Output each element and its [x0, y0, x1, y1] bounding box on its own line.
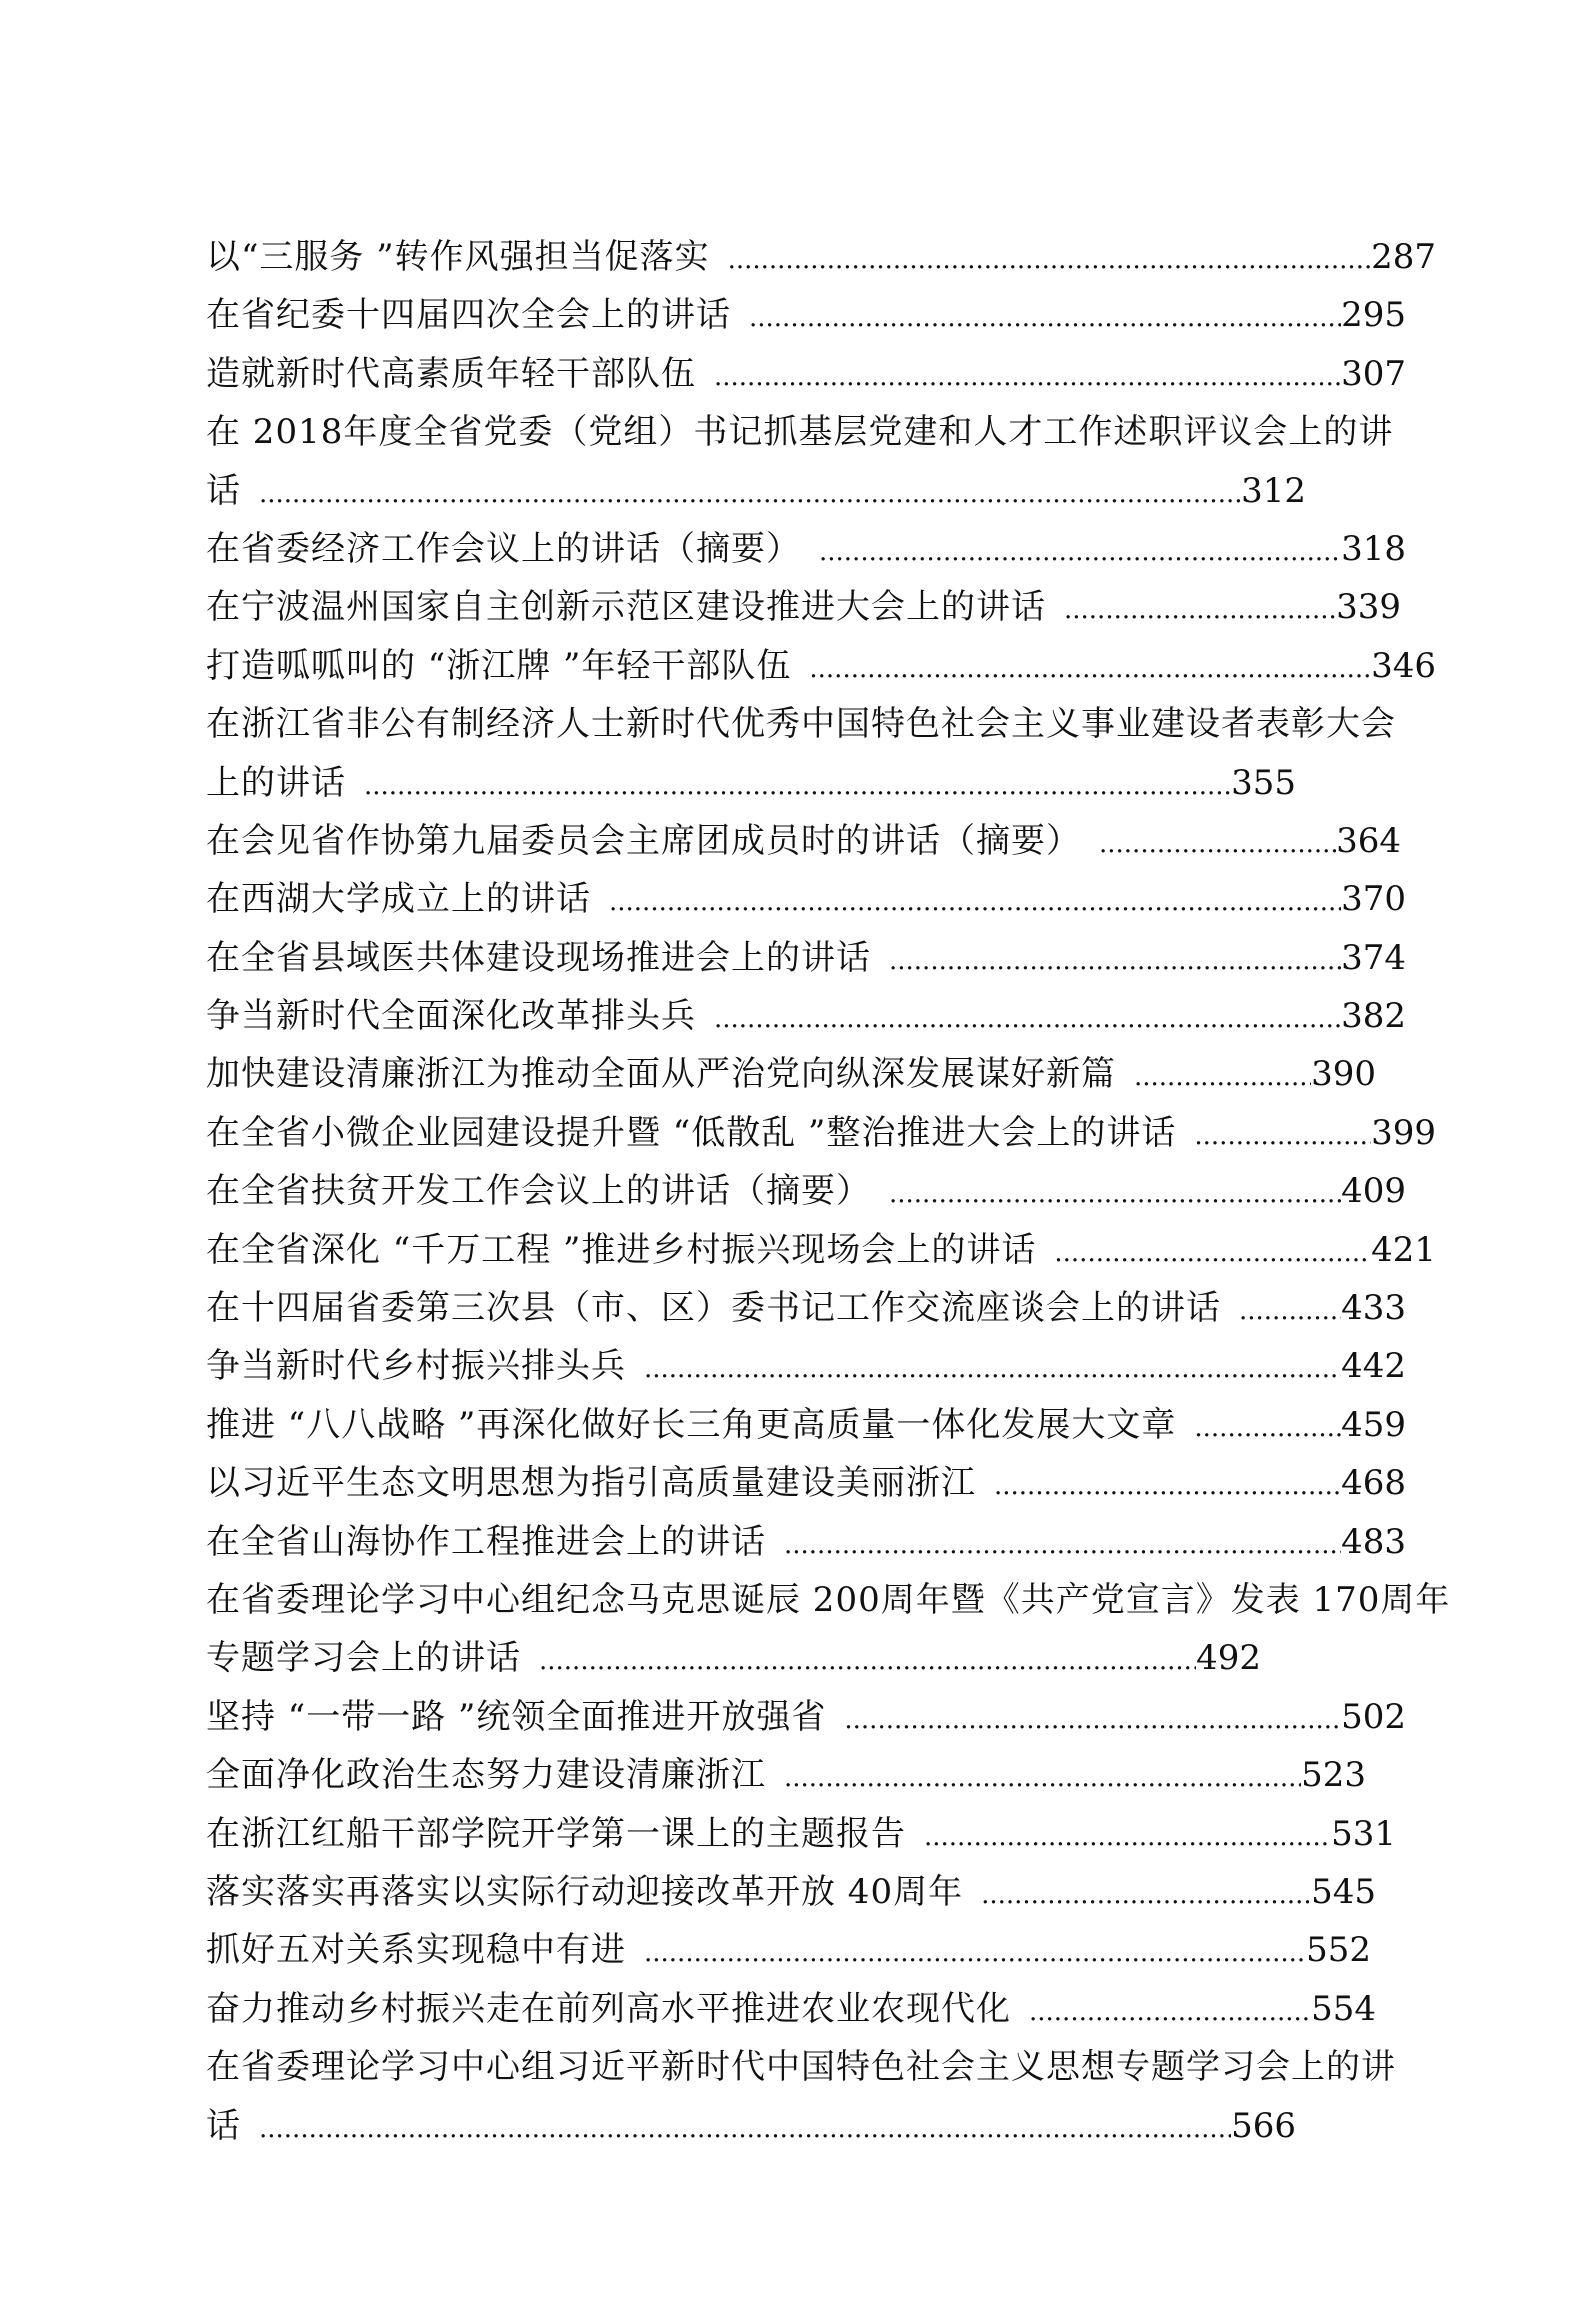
dot-leader — [1064, 581, 1336, 636]
dot-leader — [259, 465, 1241, 520]
dot-leader — [819, 523, 1341, 578]
toc-entry — [206, 403, 1496, 461]
toc-page-number: 318 — [1341, 528, 1406, 569]
dot-leader — [1029, 1983, 1311, 2038]
toc-page-number: 554 — [1311, 1988, 1376, 2029]
toc-entry-title: 全面净化政治生态努力建设清廉浙江 — [206, 1755, 766, 1796]
toc-entry — [206, 2038, 1496, 2096]
toc-page-number: 552 — [1306, 1930, 1371, 1971]
toc-page-number: 382 — [1341, 996, 1406, 1037]
toc-entry-title: 打造呱呱叫的 “浙江牌 ”年轻干部队伍 — [206, 645, 792, 686]
toc-entry — [206, 637, 1436, 695]
toc-entry — [206, 1162, 1406, 1220]
toc-entry-continuation — [206, 2097, 1296, 2155]
toc-entry — [206, 286, 1406, 344]
toc-entry-title: 在 2018年度全省党委（党组）书记抓基层党建和人才工作述职评议会上的讲 — [206, 412, 1394, 453]
toc-entry — [206, 1279, 1406, 1337]
toc-entry-title: 在十四届省委第三次县（市、区）委书记工作交流座谈会上的讲话 — [206, 1288, 1221, 1329]
toc-entry-title: 在省纪委十四届四次全会上的讲话 — [206, 295, 731, 336]
dot-leader — [1099, 815, 1336, 870]
toc-entry — [206, 1221, 1436, 1279]
toc-entry — [206, 1980, 1376, 2038]
toc-entry-title: 在全省山海协作工程推进会上的讲话 — [206, 1521, 766, 1562]
toc-entry — [206, 1513, 1406, 1571]
toc-entry-title: 在省委理论学习中心组纪念马克思诞辰 200周年暨《共产党宣言》发表 170周年 — [206, 1579, 1451, 1620]
toc-entry — [206, 1805, 1396, 1863]
toc-page-number: 483 — [1341, 1521, 1406, 1562]
dot-leader — [644, 1924, 1306, 1979]
toc-page-number: 531 — [1331, 1813, 1396, 1854]
toc-entry — [206, 578, 1401, 636]
toc-entry-title: 在浙江红船干部学院开学第一课上的主题报告 — [206, 1813, 906, 1854]
dot-leader — [844, 1691, 1341, 1746]
dot-leader — [1194, 1399, 1341, 1454]
dot-leader — [749, 289, 1341, 344]
toc-page-number: 468 — [1341, 1463, 1406, 1504]
toc-entry-title: 在宁波温州国家自主创新示范区建设推进大会上的讲话 — [206, 587, 1046, 628]
toc-page-number: 370 — [1341, 879, 1406, 920]
toc-entry-title: 在全省县域医共体建设现场推进会上的讲话 — [206, 937, 871, 978]
toc-page-number: 346 — [1371, 645, 1436, 686]
toc-entry-title: 话 — [206, 470, 241, 511]
dot-leader — [981, 1866, 1311, 1921]
toc-entry-title: 以习近平生态文明思想为指引高质量建设美丽浙江 — [206, 1463, 976, 1504]
toc-entry — [206, 520, 1406, 578]
dot-leader — [784, 1516, 1341, 1571]
toc-entry-title: 造就新时代高素质年轻干部队伍 — [206, 353, 696, 394]
toc-entry-title: 争当新时代乡村振兴排头兵 — [206, 1346, 626, 1387]
toc-entry — [206, 1337, 1406, 1395]
toc-entry — [206, 1396, 1406, 1454]
dot-leader — [784, 1749, 1301, 1804]
toc-page-number: 421 — [1371, 1229, 1436, 1270]
toc-page-number: 287 — [1371, 237, 1436, 277]
dot-leader — [1194, 1107, 1371, 1162]
dot-leader — [889, 932, 1341, 987]
toc-entry-title: 在省委理论学习中心组习近平新时代中国特色社会主义思想专题学习会上的讲 — [206, 2047, 1396, 2088]
dot-leader — [539, 1632, 1196, 1687]
dot-leader — [364, 757, 1231, 812]
toc-page-number: 399 — [1371, 1112, 1436, 1153]
dot-leader — [924, 1808, 1331, 1863]
toc-entry — [206, 1688, 1406, 1746]
toc-entry-title: 上的讲话 — [206, 762, 346, 803]
toc-entry — [206, 1863, 1376, 1921]
toc-page-number: 307 — [1341, 353, 1406, 394]
toc-entry — [206, 1104, 1436, 1162]
toc-page-number: 374 — [1341, 937, 1406, 978]
dot-leader — [609, 873, 1341, 928]
toc-entry-title: 在浙江省非公有制经济人士新时代优秀中国特色社会主义事业建设者表彰大会 — [206, 704, 1396, 745]
toc-entry-title: 专题学习会上的讲话 — [206, 1638, 521, 1679]
dot-leader — [809, 640, 1371, 695]
toc-page-number: 459 — [1341, 1404, 1406, 1445]
toc-entry-continuation — [206, 462, 1306, 520]
toc-entry-title: 落实落实再落实以实际行动迎接改革开放 40周年 — [206, 1871, 964, 1912]
toc-entry-title: 加快建设清廉浙江为推动全面从严治党向纵深发展谋好新篇 — [206, 1054, 1116, 1095]
toc-page-number: 566 — [1231, 2105, 1296, 2146]
table-of-contents — [206, 228, 1496, 2155]
toc-page-number: 523 — [1301, 1755, 1366, 1796]
toc-entry — [206, 695, 1496, 753]
toc-entry — [206, 929, 1406, 987]
toc-page-number: 442 — [1341, 1346, 1406, 1387]
toc-entry-title: 话 — [206, 2105, 241, 2146]
toc-entry — [206, 870, 1406, 928]
toc-entry-title: 奋力推动乡村振兴走在前列高水平推进农业农现代化 — [206, 1988, 1011, 2029]
toc-page-number: 390 — [1311, 1054, 1376, 1095]
toc-entry-title: 以“三服务 ”转作风强担当促落实 — [206, 237, 710, 277]
toc-page-number: 545 — [1311, 1871, 1376, 1912]
toc-page-number: 355 — [1231, 762, 1296, 803]
toc-page-number: 339 — [1336, 587, 1401, 628]
dot-leader — [714, 990, 1341, 1045]
toc-page-number: 502 — [1341, 1696, 1406, 1737]
toc-entry-title: 在全省深化 “千万工程 ”推进乡村振兴现场会上的讲话 — [206, 1229, 1037, 1270]
toc-entry-title: 在全省小微企业园建设提升暨 “低散乱 ”整治推进大会上的讲话 — [206, 1112, 1177, 1153]
toc-entry-title: 抓好五对关系实现稳中有进 — [206, 1930, 626, 1971]
toc-page-number: 295 — [1341, 295, 1406, 336]
dot-leader — [259, 2100, 1231, 2155]
toc-entry-title: 推进 “八八战略 ”再深化做好长三角更高质量一体化发展大文章 — [206, 1404, 1177, 1445]
toc-entry — [206, 987, 1406, 1045]
toc-page-number: 312 — [1241, 470, 1306, 511]
toc-entry-title: 在全省扶贫开发工作会议上的讲话（摘要） — [206, 1171, 871, 1212]
toc-entry — [206, 1571, 1496, 1629]
toc-entry-continuation — [206, 1629, 1261, 1687]
toc-entry — [206, 1746, 1366, 1804]
toc-entry — [206, 812, 1401, 870]
toc-entry-title: 争当新时代全面深化改革排头兵 — [206, 996, 696, 1037]
toc-entry-continuation — [206, 754, 1296, 812]
toc-entry-title: 在会见省作协第九届委员会主席团成员时的讲话（摘要） — [206, 820, 1081, 861]
dot-leader — [644, 1340, 1341, 1395]
toc-page-number: 433 — [1341, 1288, 1406, 1329]
dot-leader — [1054, 1224, 1371, 1279]
toc-page-number: 364 — [1336, 820, 1401, 861]
toc-entry — [206, 1454, 1406, 1512]
toc-page-number: 492 — [1196, 1638, 1261, 1679]
toc-entry — [206, 1045, 1376, 1103]
dot-leader — [1239, 1282, 1341, 1337]
dot-leader — [1134, 1048, 1311, 1103]
toc-entry-title: 坚持 “一带一路 ”统领全面推进开放强省 — [206, 1696, 827, 1737]
toc-entry-title: 在西湖大学成立上的讲话 — [206, 879, 591, 920]
toc-entry — [206, 345, 1406, 403]
toc-entry — [206, 228, 1436, 286]
toc-entry — [206, 1921, 1371, 1979]
dot-leader — [994, 1457, 1341, 1512]
dot-leader — [889, 1165, 1341, 1220]
toc-page-number: 409 — [1341, 1171, 1406, 1212]
dot-leader — [714, 348, 1341, 403]
dot-leader — [728, 231, 1372, 286]
toc-entry-title: 在省委经济工作会议上的讲话（摘要） — [206, 528, 801, 569]
